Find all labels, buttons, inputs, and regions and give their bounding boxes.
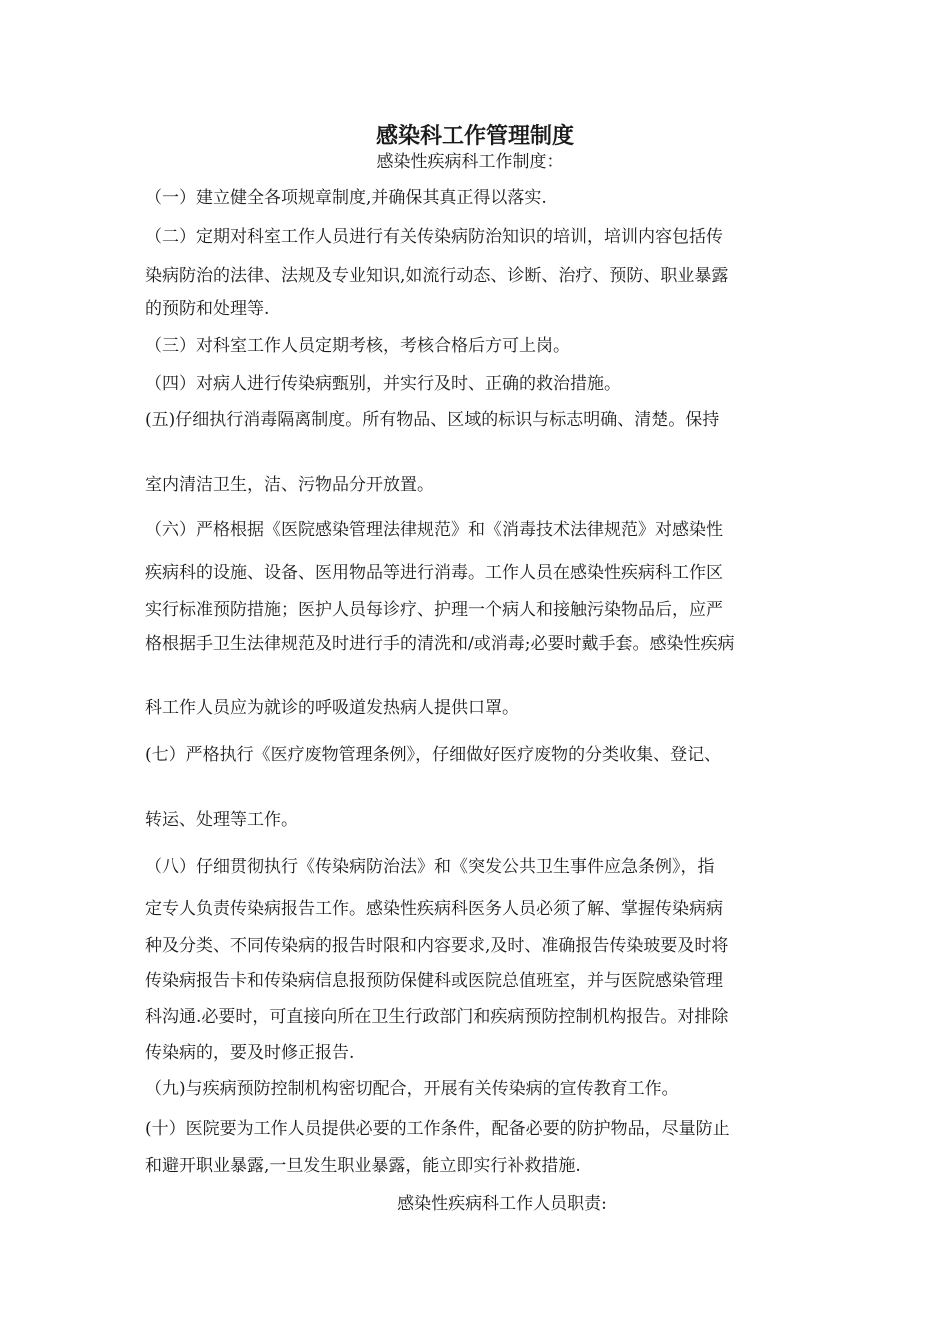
document-title: 感染科工作管理制度 <box>375 123 574 149</box>
paragraph-line: 转运、处理等工作。 <box>145 810 298 830</box>
paragraph-line: 的预防和处理等. <box>145 299 270 319</box>
paragraph-line: 室内清洁卫生，洁、污物品分开放置。 <box>145 475 434 495</box>
paragraph-line: （二）定期对科室工作人员进行有关传染病防治知识的培训，培训内容包括传 <box>145 227 723 247</box>
paragraph-line: (五)仔细执行消毒隔离制度。所有物品、区域的标识与标志明确、清楚。保持 <box>145 410 720 430</box>
paragraph-line: （一）建立健全各项规章制度,并确保其真正得以落实. <box>145 188 547 208</box>
paragraph-line: 实行标准预防措施；医护人员每诊疗、护理一个病人和接触污染物品后，应严 <box>145 600 723 620</box>
paragraph-line: 种及分类、不同传染病的报告时限和内容要求,及时、准确报告传染玻要及时将 <box>145 936 729 956</box>
paragraph-line: 传染病的，要及时修正报告. <box>145 1043 355 1063</box>
section-heading: 感染性疾病科工作人员职责: <box>397 1194 607 1214</box>
paragraph-line: 和避开职业暴露,一旦发生职业暴露，能立即实行补救措施. <box>145 1156 581 1176</box>
paragraph-line: 科工作人员应为就诊的呼吸道发热病人提供口罩。 <box>145 698 519 718</box>
paragraph-line: (十）医院要为工作人员提供必要的工作条件，配备必要的防护物品，尽量防止 <box>145 1119 730 1139</box>
paragraph-line: 格根据手卫生法律规范及时进行手的清洗和/或消毒;必要时戴手套。感染性疾病 <box>145 634 735 654</box>
paragraph-line: （四）对病人进行传染病甄别，并实行及时、正确的救治措施。 <box>145 374 621 394</box>
paragraph-line: 科沟通.必要时，可直接向所在卫生行政部门和疾病预防控制机构报告。对排除 <box>145 1007 729 1027</box>
paragraph-line: 疾病科的设施、设备、医用物品等进行消毒。工作人员在感染性疾病科工作区 <box>145 563 723 583</box>
paragraph-line: 传染病报告卡和传染病信息报预防保健科或医院总值班室，并与医院感染管理 <box>145 971 723 991</box>
paragraph-line: （九)与疾病预防控制机构密切配合，开展有关传染病的宣传教育工作。 <box>145 1079 679 1099</box>
paragraph-line: 定专人负责传染病报告工作。感染性疾病科医务人员必须了解、掌握传染病病 <box>145 899 723 919</box>
paragraph-line: （八）仔细贯彻执行《传染病防治法》和《突发公共卫生事件应急条例》，指 <box>145 857 715 877</box>
document-subtitle: 感染性疾病科工作制度： <box>376 152 564 172</box>
paragraph-line: （六）严格根据《医院感染管理法律规范》和《消毒技术法律规范》对感染性 <box>145 520 723 540</box>
paragraph-line: （三）对科室工作人员定期考核，考核合格后方可上岗。 <box>145 336 570 356</box>
paragraph-line: (七）严格执行《医疗废物管理条例》，仔细做好医疗废物的分类收集、登记、 <box>145 745 722 765</box>
paragraph-line: 染病防治的法律、法规及专业知识,如流行动态、诊断、治疗、预防、职业暴露 <box>145 266 729 286</box>
